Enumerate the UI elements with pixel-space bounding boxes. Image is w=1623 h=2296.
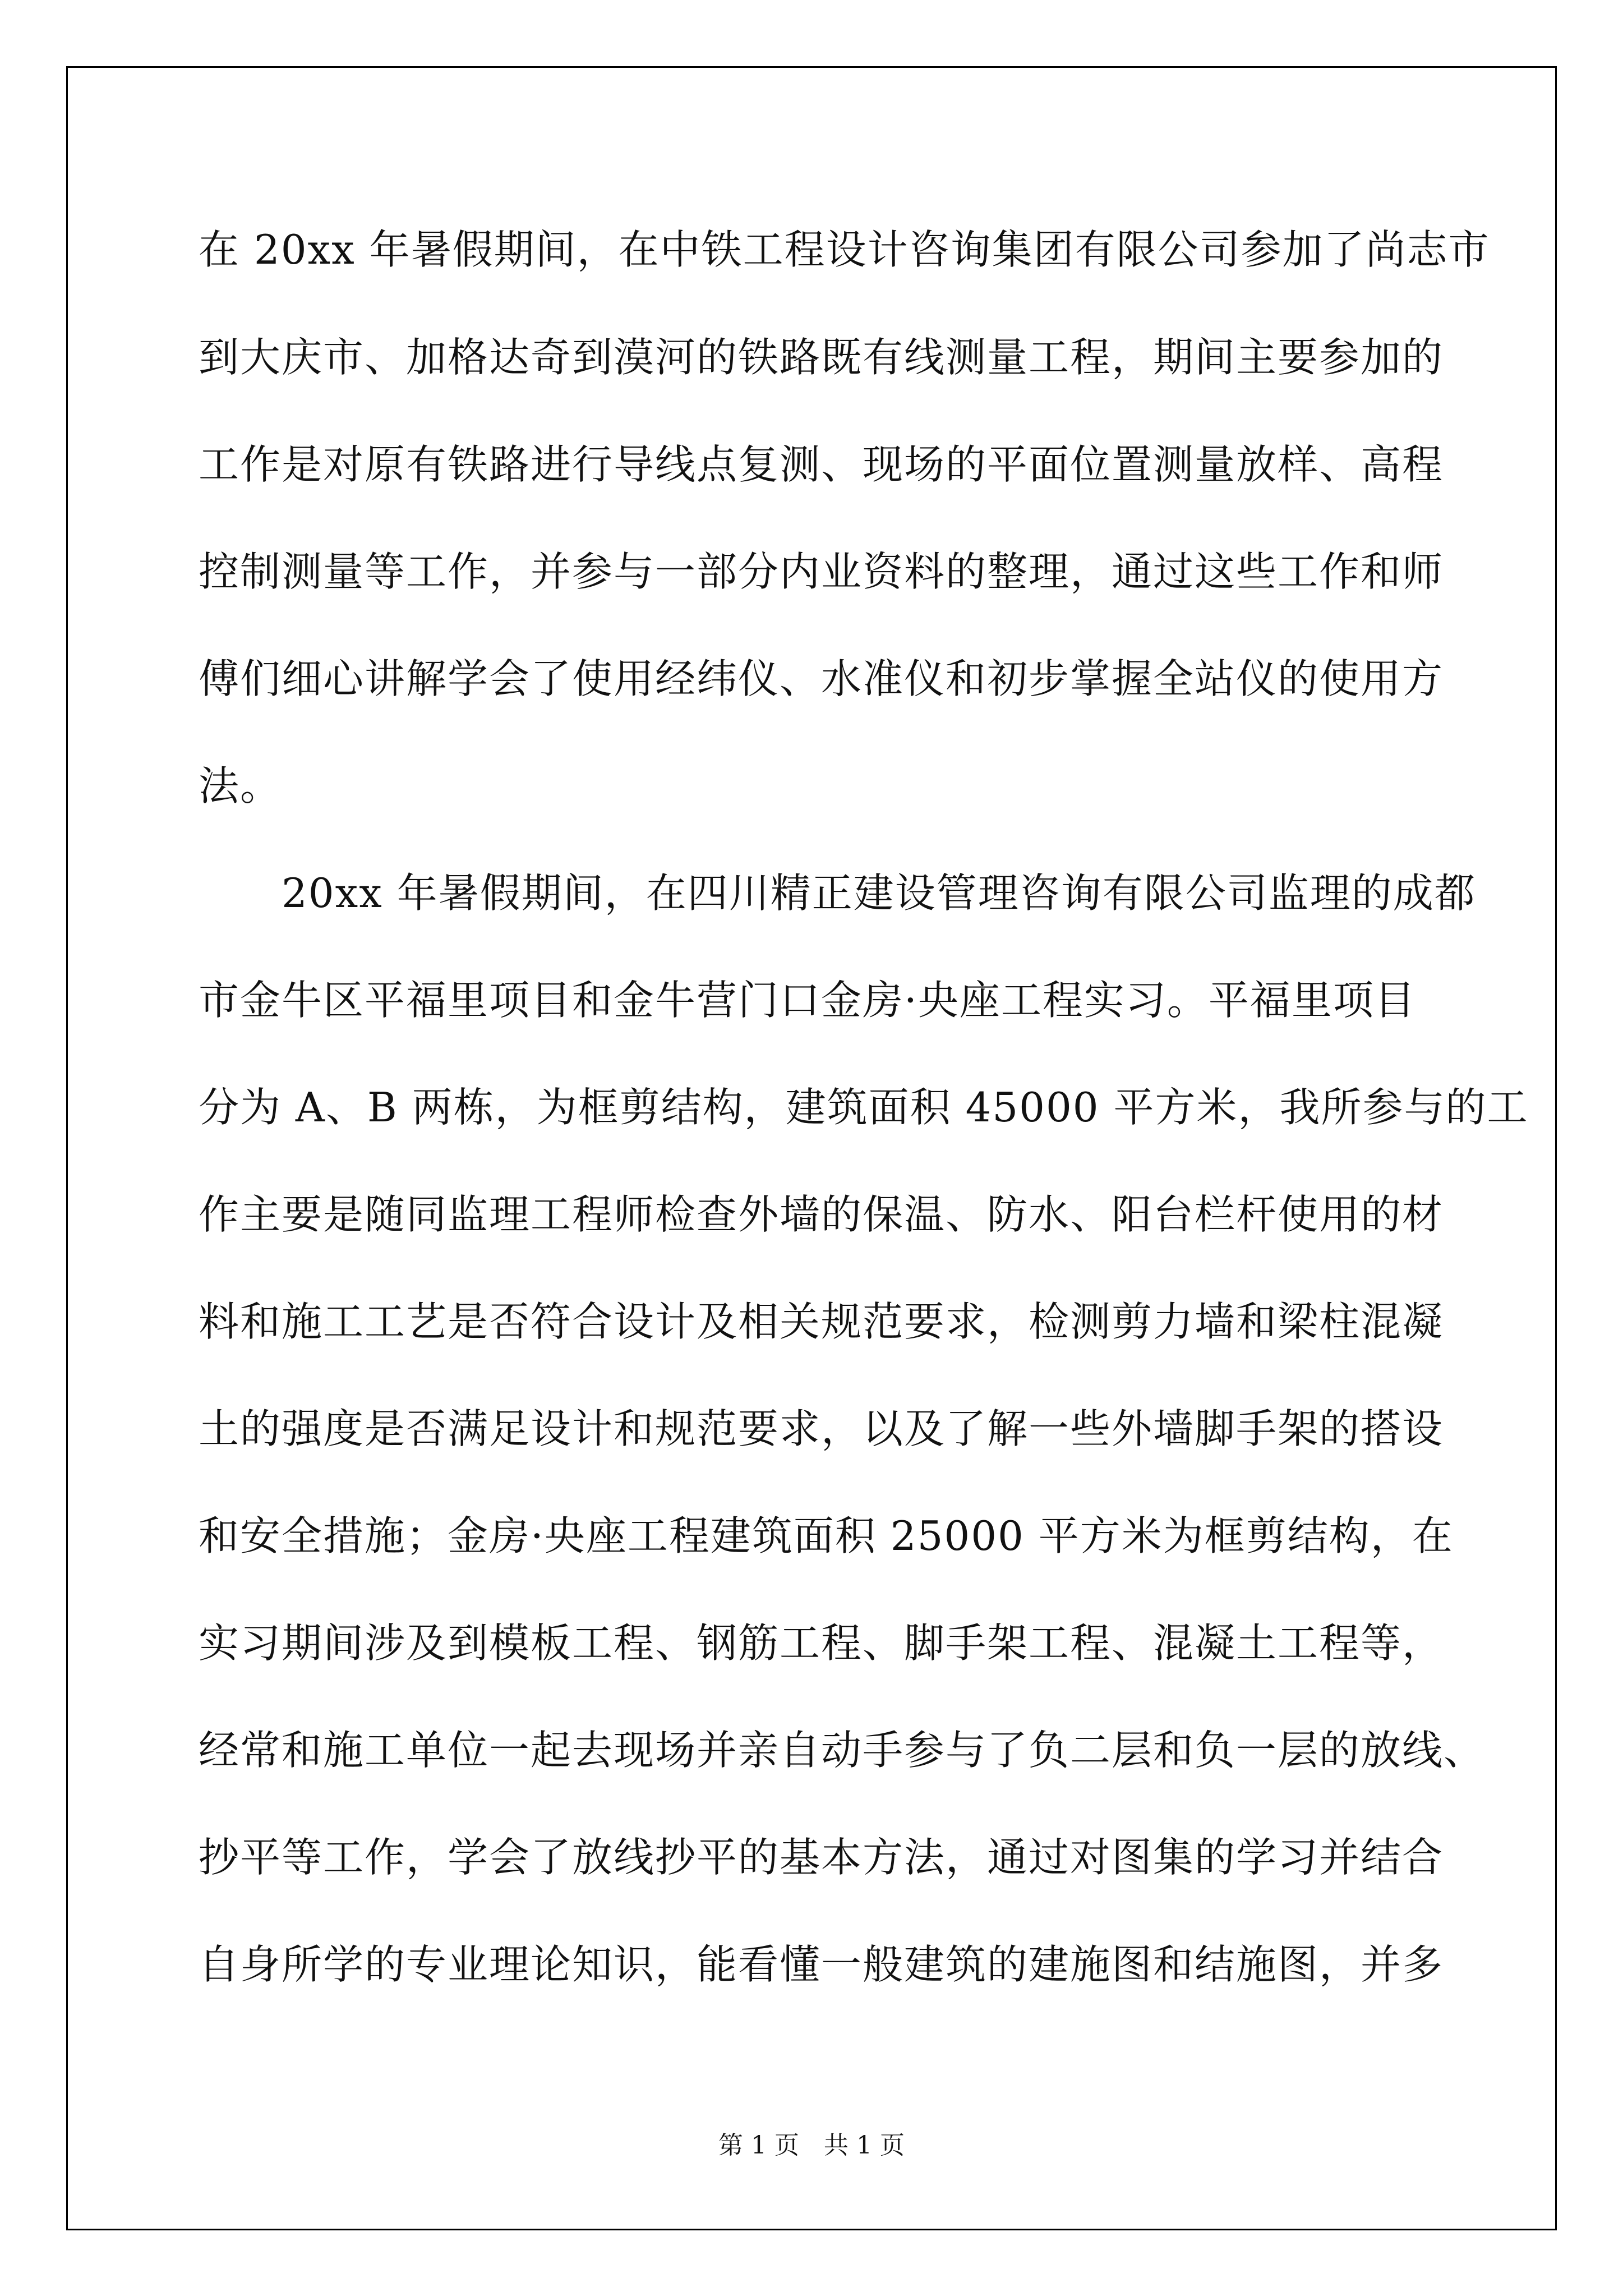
body-text-line: 控制测量等工作，并参与一部分内业资料的整理，通过这些工作和师 [199, 548, 1444, 595]
body-text-line: 自身所学的专业理论知识，能看懂一般建筑的建施图和结施图，并多 [199, 1941, 1444, 1988]
body-text-line: 傅们细心讲解学会了使用经纬仪、水准仪和初步掌握全站仪的使用方 [199, 655, 1444, 702]
body-text-line: 到大庆市、加格达奇到漠河的铁路既有线测量工程，期间主要参加的 [199, 334, 1444, 381]
body-text-line: 经常和施工单位一起去现场并亲自动手参与了负二层和负一层的放线、 [199, 1727, 1486, 1774]
page-border [66, 66, 1557, 2230]
body-text-line: 和安全措施；金房·央座工程建筑面积 25000 平方米为框剪结构，在 [199, 1512, 1454, 1559]
body-text-line: 工作是对原有铁路进行导线点复测、现场的平面位置测量放样、高程 [199, 441, 1444, 488]
body-text-line: 土的强度是否满足设计和规范要求，以及了解一些外墙脚手架的搭设 [199, 1405, 1444, 1452]
body-text-line: 在 20xx 年暑假期间，在中铁工程设计咨询集团有限公司参加了尚志市 [199, 226, 1490, 273]
body-text-line: 20xx 年暑假期间，在四川精正建设管理咨询有限公司监理的成都 [199, 869, 1476, 917]
body-text-line: 市金牛区平福里项目和金牛营门口金房·央座工程实习。平福里项目 [199, 977, 1416, 1024]
page-number-footer: 第 1 页 共 1 页 [718, 2131, 905, 2160]
body-text-line: 料和施工工艺是否符合设计及相关规范要求，检测剪力墙和梁柱混凝 [199, 1298, 1444, 1345]
body-text-line: 分为 A、B 两栋，为框剪结构，建筑面积 45000 平方米，我所参与的工 [199, 1084, 1529, 1131]
body-text-line: 法。 [199, 762, 282, 809]
body-text-line: 作主要是随同监理工程师检查外墙的保温、防水、阳台栏杆使用的材 [199, 1191, 1444, 1238]
body-text-line: 抄平等工作，学会了放线抄平的基本方法，通过对图集的学习并结合 [199, 1834, 1444, 1881]
body-text-line: 实习期间涉及到模板工程、钢筋工程、脚手架工程、混凝土工程等， [199, 1619, 1444, 1667]
